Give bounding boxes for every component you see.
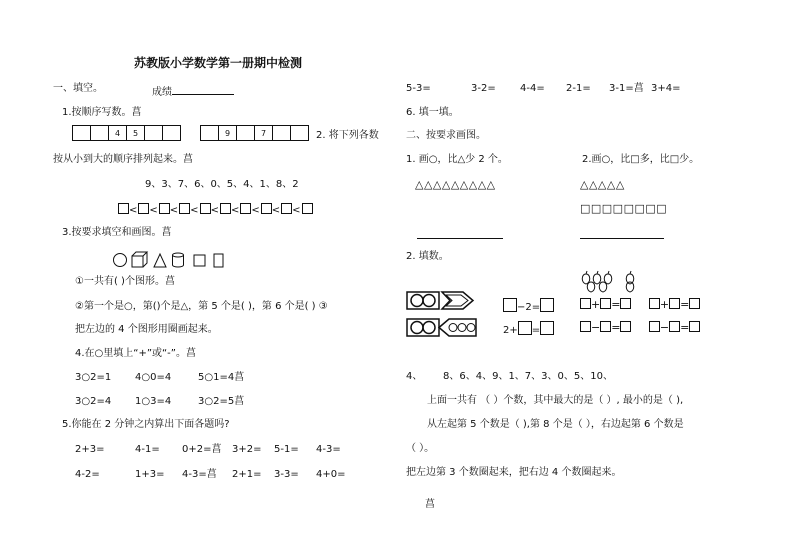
shapes-row [112, 250, 252, 270]
answer-line-2[interactable] [580, 238, 664, 239]
number-box[interactable] [144, 125, 163, 141]
q4-item[interactable]: 3○2=1 [75, 372, 112, 383]
q5-item[interactable]: 4-2= [75, 469, 100, 480]
calc-item[interactable]: 3-2= [471, 83, 496, 94]
number-sequence: 9、3、7、6、0、5、4、1、8、2 [145, 179, 299, 190]
q5-item[interactable]: 5-1= [274, 444, 299, 455]
q4r-line1: 上面一共有 （ ）个数，其中最大的是（ ）, 最小的是（ ), [427, 395, 684, 406]
number-box[interactable] [162, 125, 181, 141]
q5-item[interactable]: 4-3= [316, 444, 341, 455]
q4-item[interactable]: 3○2=4 [75, 396, 112, 407]
q2-continuation: 按从小到大的顺序排列起来。菖 [53, 154, 193, 165]
answer-line-1[interactable] [417, 238, 503, 239]
score-label: 成绩 [152, 84, 234, 98]
filler-glyph: 菖 [425, 499, 435, 510]
calc-item[interactable]: 4-4= [520, 83, 545, 94]
q5-item[interactable]: 1+3= [135, 469, 165, 480]
squares-row: □□□□□□□□ [580, 202, 668, 215]
number-box: 4 [108, 125, 127, 141]
q6-label: 6. 填一填。 [406, 107, 459, 118]
score-blank[interactable] [172, 84, 234, 95]
q4-item[interactable]: 5○1=4菖 [198, 372, 245, 383]
arrow-left-picture [406, 317, 476, 339]
number-box[interactable] [272, 125, 291, 141]
q5-item[interactable]: 2+3= [75, 444, 105, 455]
calc-item[interactable]: 2-1= [566, 83, 591, 94]
number-box[interactable] [236, 125, 255, 141]
cube-shape [132, 252, 147, 267]
number-box[interactable] [90, 125, 109, 141]
triangle-shape [154, 254, 166, 267]
number-box: 7 [254, 125, 273, 141]
draw-item-2: 2.画○，比□多，比□少。 [582, 154, 700, 165]
circle-shape [114, 254, 127, 267]
q5-item[interactable]: 4-1= [135, 444, 160, 455]
q5-item[interactable]: 3+2= [232, 444, 262, 455]
q5-label: 5.你能在 2 分钟之内算出下面各题吗? [62, 419, 230, 430]
q4r-line3: （ ）。 [406, 443, 435, 454]
q4r-line2: 从左起第 5 个数是（ ),第 8 个是（ ），右边起第 6 个数是 [427, 419, 684, 430]
apples-group-2 [622, 270, 652, 292]
fill-eq-2[interactable]: 2+ = [503, 321, 554, 336]
apple-eq-row1[interactable]: + = + = [580, 298, 700, 310]
q4r-number: 4、 [406, 371, 423, 382]
q4r-line4: 把左边第 3 个数圈起来，把右边 4 个数圈起来。 [406, 467, 622, 478]
q5-item[interactable]: 4-3=菖 [182, 469, 217, 480]
arrow-right-picture [406, 290, 476, 312]
q2-label: 2. 将下列各数 [316, 130, 379, 141]
triangles-row-2: △△△△△ [580, 178, 625, 191]
q5-item[interactable]: 2+1= [232, 469, 262, 480]
calc-item[interactable]: 3+4= [651, 83, 681, 94]
fill-eq-1[interactable]: −2= [503, 298, 554, 313]
q5-item[interactable]: 3-3= [274, 469, 299, 480]
q4r-sequence: 8、6、4、9、1、7、3、0、5、10、 [443, 371, 613, 382]
number-box[interactable] [200, 125, 219, 141]
section-heading-fill: 一、填空。 [53, 83, 103, 94]
calc-item[interactable]: 5-3= [406, 83, 431, 94]
calc-item[interactable]: 3-1=菖 [609, 83, 644, 94]
section-heading-draw: 二、按要求画图。 [406, 130, 486, 141]
q5-item[interactable]: 0+2=菖 [182, 444, 222, 455]
q3-line1: ①一共有( )个图形。菖 [75, 276, 175, 287]
q4-item[interactable]: 4○0=4 [135, 372, 172, 383]
number-boxes-a [72, 125, 180, 141]
square-shape [194, 255, 205, 266]
rectangle-shape [214, 254, 223, 267]
q1-label: 1.按顺序写数。菖 [62, 107, 142, 118]
q4-item[interactable]: 1○3=4 [135, 396, 172, 407]
apple-eq-row2[interactable]: − = − = [580, 321, 700, 333]
number-box[interactable] [72, 125, 91, 141]
q3-line3: 把左边的 4 个图形用圈画起来。 [75, 324, 218, 335]
triangles-row: △△△△△△△△△ [415, 178, 496, 191]
q3-line2: ②第一个是○，第()个是△，第 5 个是( )，第 6 个是( ) ③ [75, 301, 328, 312]
number-box: 5 [126, 125, 145, 141]
q4-label: 4.在○里填上“+”或“-”。菖 [75, 348, 196, 359]
fill-label: 2. 填数。 [406, 251, 449, 262]
q5-item[interactable]: 4+0= [316, 469, 346, 480]
cylinder-shape [173, 253, 184, 267]
number-boxes-b [200, 125, 308, 141]
number-box: 9 [218, 125, 237, 141]
draw-item-1: 1. 画○，比△少 2 个。 [406, 154, 508, 165]
q3-label: 3.按要求填空和画图。菖 [62, 227, 172, 238]
q4-item[interactable]: 3○2=5菖 [198, 396, 245, 407]
order-boxes[interactable]: < < < < < < < < < [118, 203, 313, 216]
page-title: 苏教版小学数学第一册期中检测 [134, 56, 303, 70]
number-box[interactable] [290, 125, 309, 141]
